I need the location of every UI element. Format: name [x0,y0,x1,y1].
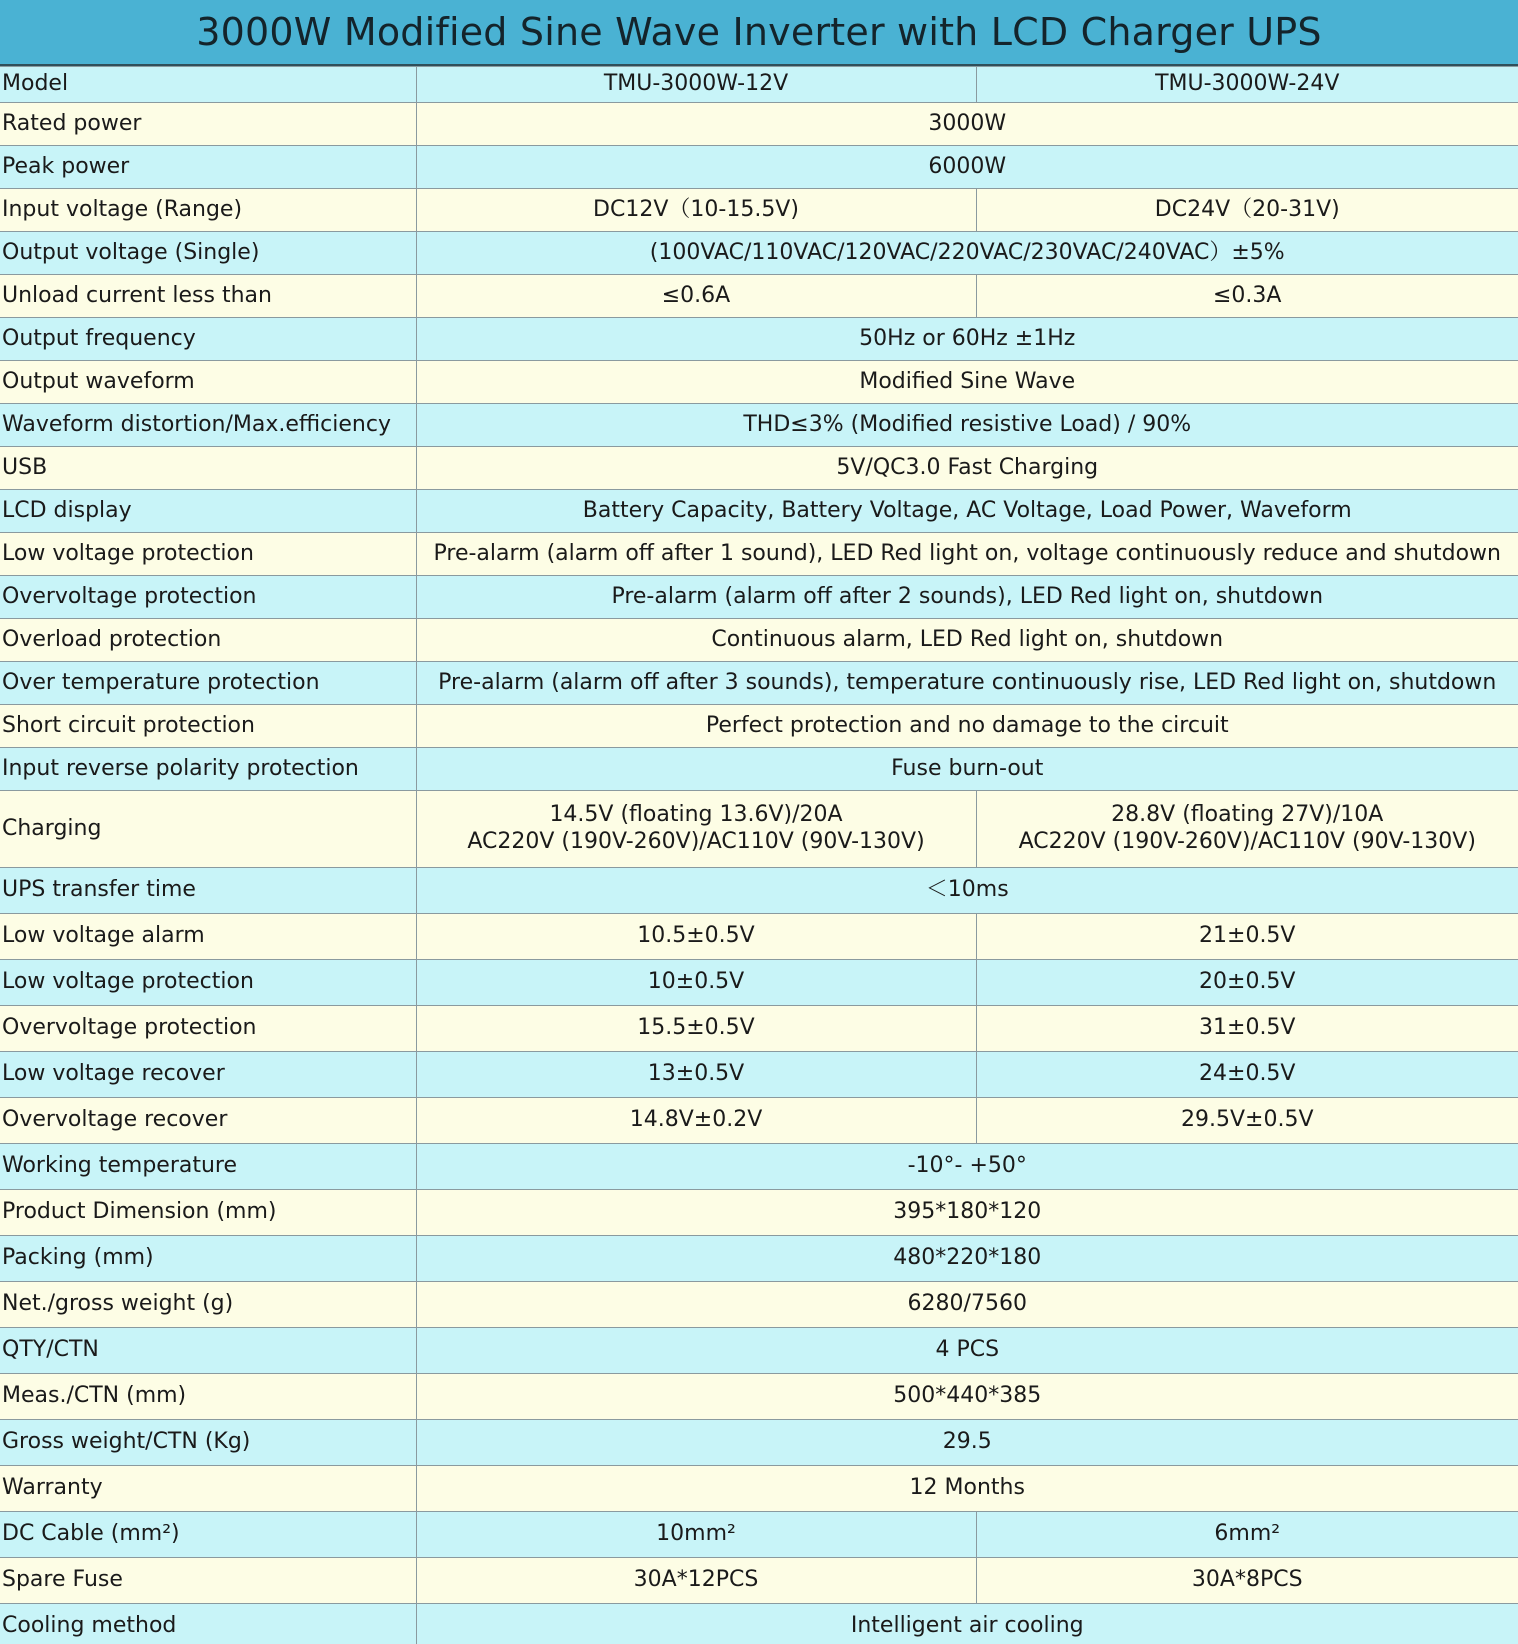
row-value-24v: 29.5V±0.5V [976,1098,1518,1144]
row-value-24v: ≤0.3A [976,275,1518,318]
table-row [0,914,1518,960]
row-label: Over temperature protection [0,662,416,705]
row-value-12v: 15.5±0.5V [416,1006,976,1052]
row-value: Continuous alarm, LED Red light on, shutdown [416,619,1518,662]
row-value-12v: DC12V（10-15.5V) [416,189,976,232]
row-value: Pre-alarm (alarm off after 3 sounds), temperature continuously rise, LED Red light on, shutdown [416,662,1518,705]
row-label: Low voltage recover [0,1052,416,1098]
page-title: 3000W Modified Sine Wave Inverter with LCD Charger UPS [0,0,1518,66]
row-value: 3000W [416,103,1518,146]
row-value: -10°- +50° [416,1144,1518,1190]
row-label: Model [0,67,416,103]
table-row [0,1512,1518,1558]
table-row [0,1144,1518,1190]
table-row [0,1282,1518,1328]
row-label: Gross weight/CTN (Kg) [0,1420,416,1466]
table-row [0,404,1518,447]
row-label: Input voltage (Range) [0,189,416,232]
row-value-24v: 30A*8PCS [976,1558,1518,1604]
spec-table-body [0,67,1518,1644]
row-value-12v: 14.8V±0.2V [416,1098,976,1144]
row-value: (100VAC/110VAC/120VAC/220VAC/230VAC/240VAC）±5% [416,232,1518,275]
table-row [0,1006,1518,1052]
row-value: Fuse burn-out [416,748,1518,791]
row-label: Low voltage alarm [0,914,416,960]
row-value: 395*180*120 [416,1190,1518,1236]
row-value: 50Hz or 60Hz ±1Hz [416,318,1518,361]
row-label: USB [0,447,416,490]
table-row [0,232,1518,275]
row-value: 6280/7560 [416,1282,1518,1328]
table-row [0,1236,1518,1282]
table-row [0,67,1518,103]
table-row [0,1558,1518,1604]
row-value: ＜10ms [416,868,1518,914]
row-value-12v: 10±0.5V [416,960,976,1006]
row-value-line: 28.8V (floating 27V)/10A [1111,802,1384,828]
row-value: 500*440*385 [416,1374,1518,1420]
row-label: Peak power [0,146,416,189]
row-value-24v: 31±0.5V [976,1006,1518,1052]
row-label: LCD display [0,490,416,533]
row-label: Output waveform [0,361,416,404]
row-label: Warranty [0,1466,416,1512]
row-value-cell [416,791,976,868]
table-row [0,447,1518,490]
row-label: Product Dimension (mm) [0,1190,416,1236]
row-value-cell [976,791,1518,868]
row-value-line: AC220V (190V-260V)/AC110V (90V-130V) [467,829,925,854]
table-row [0,1420,1518,1466]
table-row [0,361,1518,404]
row-label: Overvoltage recover [0,1098,416,1144]
table-row [0,533,1518,576]
row-value-12v: 10.5±0.5V [416,914,976,960]
row-label: Output voltage (Single) [0,232,416,275]
table-row [0,318,1518,361]
row-value: 5V/QC3.0 Fast Charging [416,447,1518,490]
table-row [0,1328,1518,1374]
row-label: DC Cable (mm²) [0,1512,416,1558]
row-value-12v: 30A*12PCS [416,1558,976,1604]
row-label: Cooling method [0,1604,416,1644]
row-label: Low voltage protection [0,533,416,576]
row-value: Pre-alarm (alarm off after 1 sound), LED Red light on, voltage continuously reduce and shutdown [416,533,1518,576]
table-row [0,748,1518,791]
table-row [0,705,1518,748]
table-row [0,662,1518,705]
row-value: Battery Capacity, Battery Voltage, AC Voltage, Load Power, Waveform [416,490,1518,533]
table-row [0,868,1518,914]
row-label: Meas./CTN (mm) [0,1374,416,1420]
row-label: Waveform distortion/Max.efficiency [0,404,416,447]
row-value: 6000W [416,146,1518,189]
row-value-line: 14.5V (floating 13.6V)/20A [549,802,843,828]
row-label: Net./gross weight (g) [0,1282,416,1328]
row-value-line: AC220V (190V-260V)/AC110V (90V-130V) [1018,829,1476,854]
row-value-24v: 6mm² [976,1512,1518,1558]
table-row [0,1374,1518,1420]
table-row [0,576,1518,619]
row-label: Charging [0,791,416,868]
row-label: Overload protection [0,619,416,662]
row-label: Spare Fuse [0,1558,416,1604]
table-row [0,1098,1518,1144]
row-value: 480*220*180 [416,1236,1518,1282]
table-row [0,791,1518,868]
table-row [0,490,1518,533]
row-label: Packing (mm) [0,1236,416,1282]
row-value: Perfect protection and no damage to the circuit [416,705,1518,748]
table-row [0,275,1518,318]
table-row [0,1604,1518,1644]
row-value: 4 PCS [416,1328,1518,1374]
row-label: Low voltage protection [0,960,416,1006]
table-row [0,146,1518,189]
row-label: Short circuit protection [0,705,416,748]
row-value-24v: 24±0.5V [976,1052,1518,1098]
row-label: Overvoltage protection [0,1006,416,1052]
row-value-12v: ≤0.6A [416,275,976,318]
row-value: Modified Sine Wave [416,361,1518,404]
row-value-12v: TMU-3000W-12V [416,67,976,103]
row-value-12v: 10mm² [416,1512,976,1558]
spec-table [0,66,1518,1644]
row-value: 29.5 [416,1420,1518,1466]
row-label: Working temperature [0,1144,416,1190]
row-value: Pre-alarm (alarm off after 2 sounds), LED Red light on, shutdown [416,576,1518,619]
row-value-12v: 13±0.5V [416,1052,976,1098]
table-row [0,960,1518,1006]
table-row [0,1190,1518,1236]
row-value-24v: DC24V（20-31V) [976,189,1518,232]
row-label: Input reverse polarity protection [0,748,416,791]
row-label: QTY/CTN [0,1328,416,1374]
row-value-24v: TMU-3000W-24V [976,67,1518,103]
row-value: THD≤3% (Modified resistive Load) / 90% [416,404,1518,447]
row-label: Output frequency [0,318,416,361]
row-value-24v: 20±0.5V [976,960,1518,1006]
table-row [0,619,1518,662]
table-row [0,189,1518,232]
table-row [0,103,1518,146]
table-row [0,1466,1518,1512]
row-label: Unload current less than [0,275,416,318]
row-label: Overvoltage protection [0,576,416,619]
row-value: Intelligent air cooling [416,1604,1518,1644]
row-label: UPS transfer time [0,868,416,914]
row-value: 12 Months [416,1466,1518,1512]
row-value-24v: 21±0.5V [976,914,1518,960]
table-row [0,1052,1518,1098]
row-label: Rated power [0,103,416,146]
